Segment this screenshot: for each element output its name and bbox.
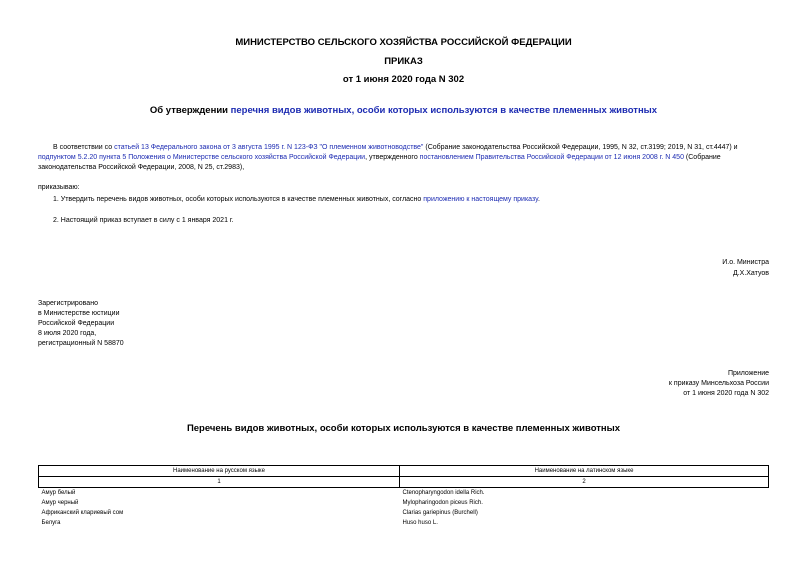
order-title-link[interactable]: перечня видов животных, особи которых используются в качестве племенных животных bbox=[230, 105, 658, 116]
registration-line: Российской Федерации bbox=[38, 320, 115, 327]
species-table bbox=[38, 465, 769, 528]
registration-line: Зарегистрировано bbox=[38, 300, 98, 307]
table-row bbox=[39, 508, 769, 518]
preamble-text-2: (Собрание законодательства Российской Федерации, 1995, N 32, ст.3199; 2019, N 31, ст.4447) и bbox=[423, 144, 738, 151]
order-item-1 bbox=[53, 195, 769, 205]
latin-name-cell: Ctenopharyngodon idella Rich. bbox=[402, 490, 485, 496]
table-row bbox=[39, 518, 769, 528]
column-number: 1 bbox=[39, 477, 400, 488]
appendix-reference bbox=[500, 369, 769, 399]
header-latin-name: Наименование на латинском языке bbox=[400, 466, 769, 477]
order-item-2: 2. Настоящий приказ вступает в силу с 1 января 2021 г. bbox=[53, 217, 234, 224]
order-title-prefix: Об утверждении bbox=[149, 105, 231, 116]
preamble-text-4: (Собрание законодательства Российской Федерации, 2008, N 25, ст.2983), bbox=[38, 154, 721, 171]
table-header-row bbox=[39, 466, 769, 477]
russian-name-cell: Амур черный bbox=[41, 500, 79, 506]
signature-name: Д.Х.Хатуов bbox=[732, 270, 769, 277]
ministry-heading: МИНИСТЕРСТВО СЕЛЬСКОГО ХОЗЯЙСТВА РОССИЙСКОЙ ФЕДЕРАЦИИ bbox=[235, 37, 572, 48]
federal-law-link[interactable]: статьей 13 Федерального закона от 3 августа 1995 г. N 123-ФЗ "О племенном животноводстве" bbox=[114, 144, 424, 151]
latin-name-cell: Huso huso L. bbox=[402, 520, 438, 526]
appendix-title: Перечень видов животных, особи которых используются в качестве племенных животных bbox=[186, 423, 621, 434]
order-date-number: от 1 июня 2020 года N 302 bbox=[342, 74, 465, 85]
preamble-paragraph bbox=[38, 143, 769, 173]
preamble-text-3: , утвержденного bbox=[365, 154, 420, 161]
appendix-line: к приказу Минсельхоза России bbox=[668, 380, 769, 387]
order-item-1-text: 1. Утвердить перечень видов животных, особи которых используются в качестве племенных животных, согласно bbox=[53, 196, 424, 203]
document-type: ПРИКАЗ bbox=[384, 56, 423, 67]
government-decree-link[interactable]: постановлением Правительства Российской Федерации от 12 июня 2008 г. N 450 bbox=[419, 154, 684, 161]
appendix-line: Приложение bbox=[727, 370, 769, 377]
header-russian-name: Наименование на русском языке bbox=[39, 466, 400, 477]
column-number: 2 bbox=[400, 477, 769, 488]
latin-name-cell: Mylopharingodon piceus Rich. bbox=[402, 500, 483, 506]
preamble-text-1: В соответствии со bbox=[53, 144, 115, 151]
table-row bbox=[39, 498, 769, 508]
order-word: приказываю: bbox=[38, 184, 80, 191]
table-column-numbers bbox=[39, 477, 769, 488]
signature-position: И.о. Министра bbox=[722, 259, 769, 266]
registration-block bbox=[38, 299, 124, 349]
table-row bbox=[39, 488, 769, 499]
order-title bbox=[0, 105, 807, 116]
appendix-link[interactable]: приложению к настоящему приказу bbox=[423, 196, 538, 203]
appendix-line: от 1 июня 2020 года N 302 bbox=[683, 390, 769, 397]
russian-name-cell: Амур белый bbox=[41, 490, 76, 496]
regulation-link[interactable]: подпунктом 5.2.20 пункта 5 Положения о Министерстве сельского хозяйства Российской Федерации bbox=[38, 154, 366, 161]
order-item-1-end: . bbox=[537, 196, 540, 203]
russian-name-cell: Африканский клариевый сом bbox=[41, 510, 124, 516]
latin-name-cell: Clarias gariepinus (Burchell) bbox=[402, 510, 478, 516]
registration-line: в Министерстве юстиции bbox=[38, 310, 120, 317]
russian-name-cell: Белуга bbox=[41, 520, 61, 526]
registration-line: регистрационный N 58870 bbox=[38, 340, 124, 347]
registration-line: 8 июля 2020 года, bbox=[38, 330, 97, 337]
